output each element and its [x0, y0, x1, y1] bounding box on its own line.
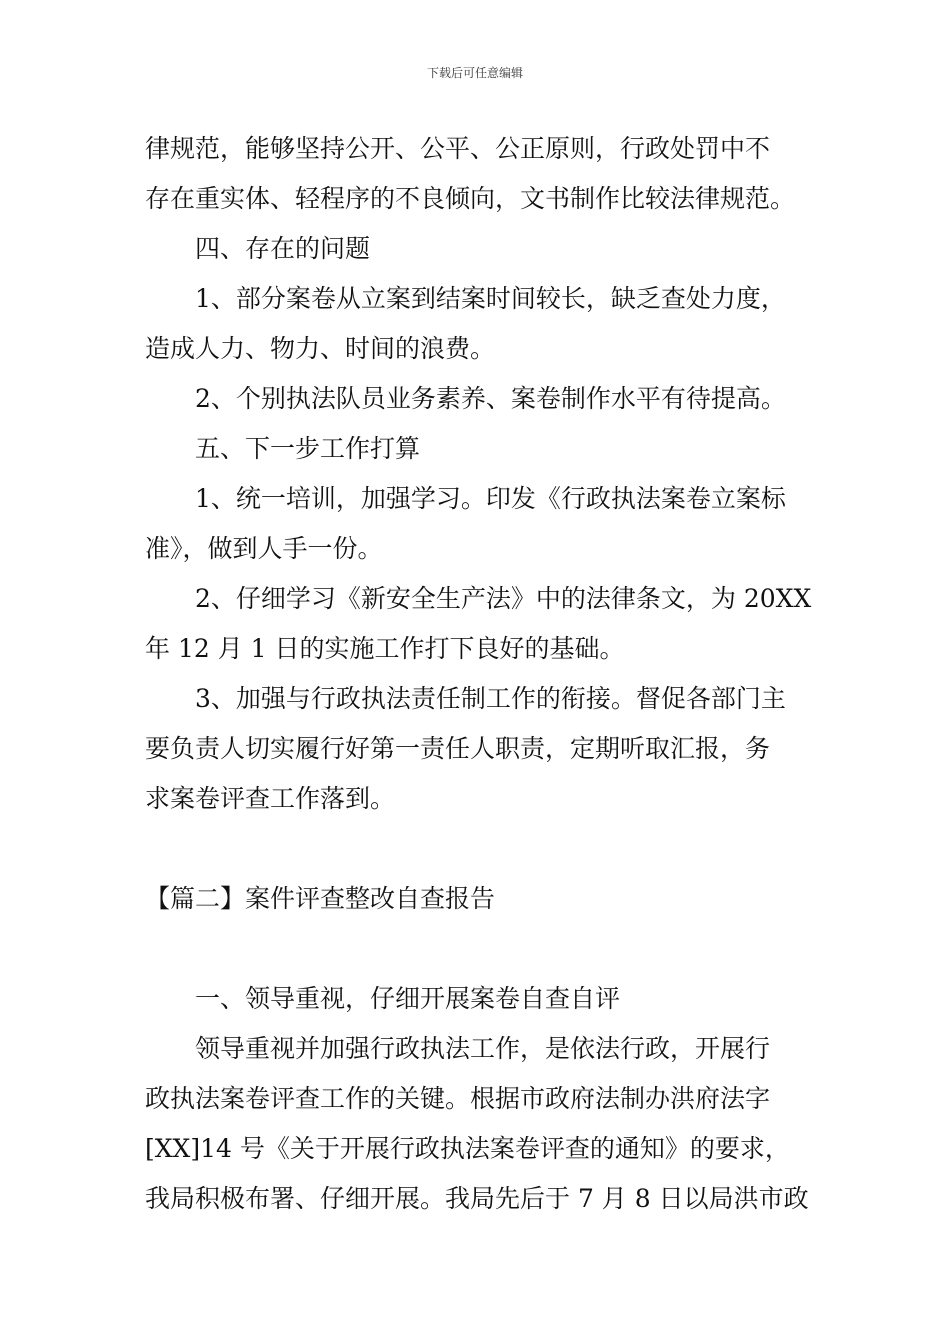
section-heading-1: 一、领导重视，仔细开展案卷自查自评	[195, 984, 621, 1013]
paragraph-line: 存在重实体、轻程序的不良倾向，文书制作比较法律规范。	[145, 184, 796, 213]
paragraph-line: 律规范，能够坚持公开、公平、公正原则，行政处罚中不	[145, 134, 771, 163]
paragraph-line: 领导重视并加强行政执法工作，是依法行政，开展行	[195, 1034, 771, 1063]
paragraph-line: 1、统一培训，加强学习。印发《行政执法案卷立案标	[195, 484, 786, 513]
paragraph-line: 3、加强与行政执法责任制工作的衔接。督促各部门主	[195, 684, 786, 713]
section-heading-5: 五、下一步工作打算	[195, 434, 421, 463]
spacer	[145, 924, 815, 974]
spacer	[145, 824, 815, 874]
paragraph-line: 政执法案卷评查工作的关键。根据市政府法制办洪府法字	[145, 1084, 771, 1113]
page-header: 下载后可任意编辑	[426, 66, 523, 80]
paragraph-line: 1、部分案卷从立案到结案时间较长，缺乏查处力度，	[195, 284, 786, 313]
paragraph-line: 年 12 月 1 日的实施工作打下良好的基础。	[145, 634, 625, 663]
paragraph-line: [XX]14 号《关于开展行政执法案卷评查的通知》的要求，	[145, 1134, 790, 1163]
paragraph-line: 2、个别执法队员业务素养、案卷制作水平有待提高。	[195, 384, 786, 413]
document-body	[145, 124, 815, 1224]
paragraph-line: 要负责人切实履行好第一责任人职责，定期听取汇报，务	[145, 734, 771, 763]
paragraph-line: 2、仔细学习《新安全生产法》中的法律条文，为 20XX	[195, 584, 812, 613]
paragraph-line: 准》，做到人手一份。	[145, 534, 383, 563]
paragraph-line: 求案卷评查工作落到。	[145, 784, 396, 813]
paragraph-line: 我局积极布署、仔细开展。我局先后于 7 月 8 日以局洪市政	[145, 1184, 809, 1213]
paragraph-line: 造成人力、物力、时间的浪费。	[145, 334, 496, 363]
section-heading-4: 四、存在的问题	[195, 234, 371, 263]
chapter-title: 【篇二】案件评查整改自查报告	[145, 884, 496, 913]
